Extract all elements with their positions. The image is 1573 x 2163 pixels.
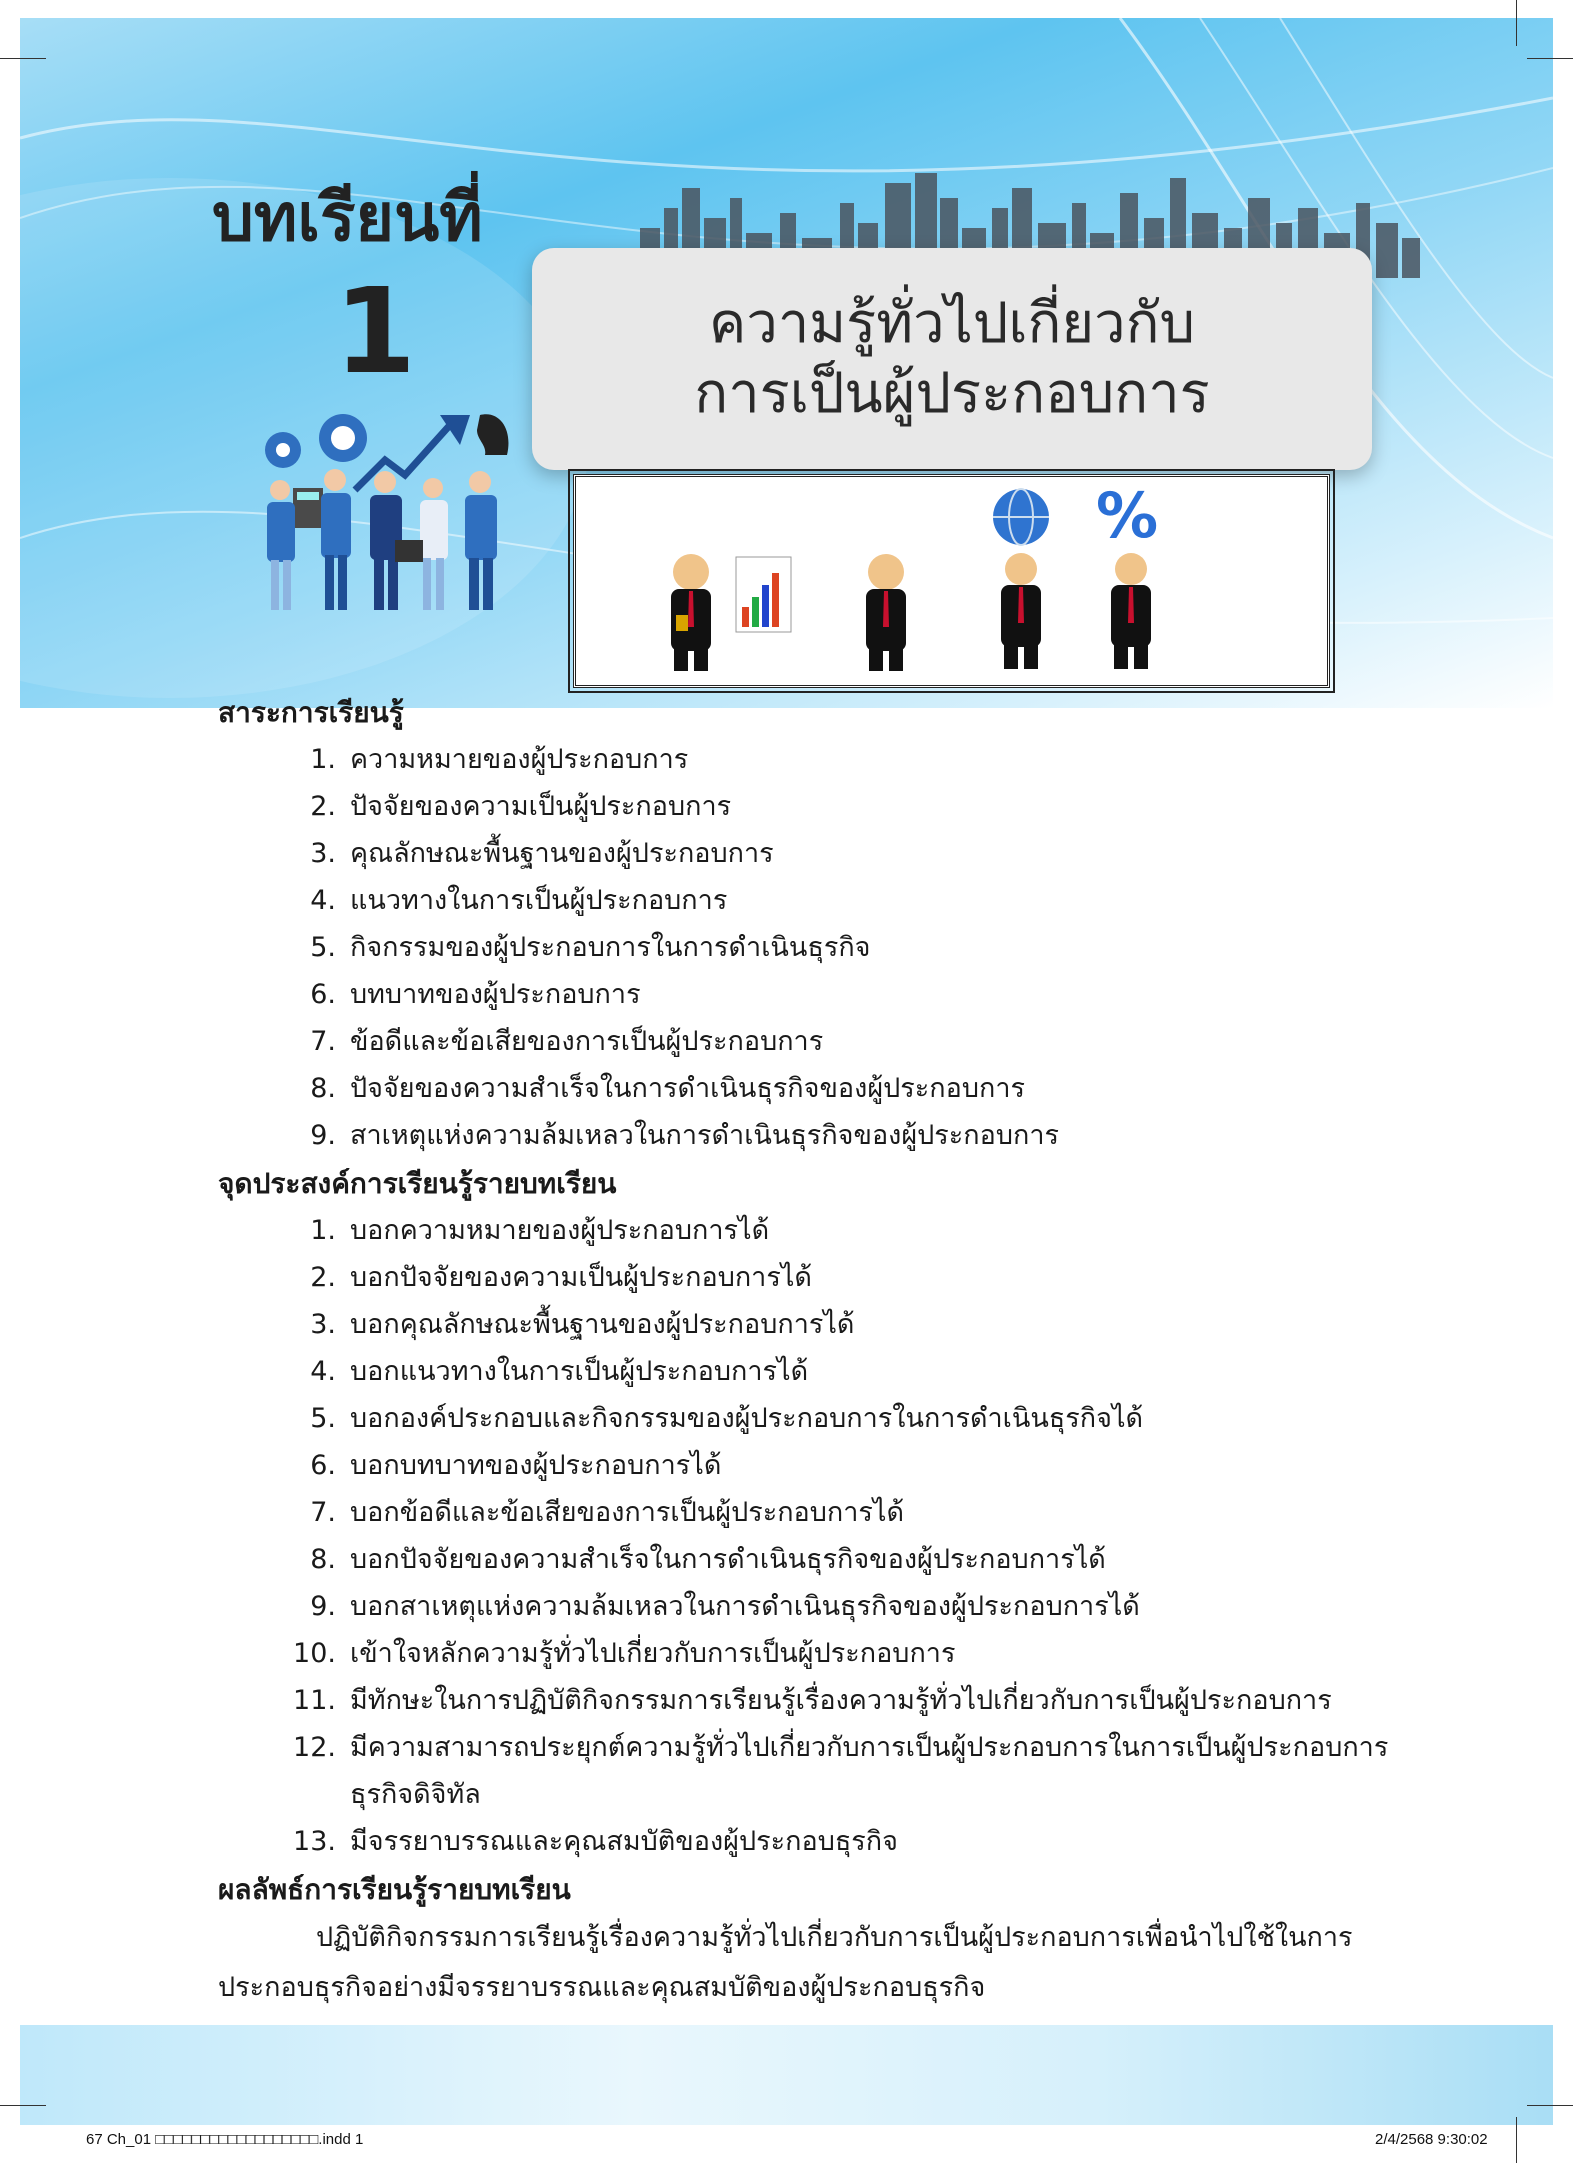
objectives-item-text: บอกความหมายของผู้ประกอบการได้ [350, 1215, 770, 1246]
briefcase-icon [395, 540, 423, 562]
content-topics-item [218, 736, 1418, 783]
outcomes-heading: ผลลัพธ์การเรียนรู้รายบทเรียน [218, 1873, 571, 1906]
gear-icon [265, 432, 301, 468]
crop-mark [1527, 58, 1573, 59]
crop-mark [0, 2105, 46, 2106]
lesson-label: บทเรียนที่ [212, 179, 483, 256]
objectives-item-text: บอกข้อดีและข้อเสียของการเป็นผู้ประกอบการได้ [350, 1497, 905, 1528]
chess-knight-icon [477, 414, 508, 455]
content-topics-item [218, 877, 1418, 924]
content-topics-list [218, 736, 1418, 1159]
chapter-title-line-2: การเป็นผู้ประกอบการ [694, 361, 1210, 426]
objectives-item-text: มีความสามารถประยุกต์ความรู้ทั่วไปเกี่ยวกับการเป็นผู้ประกอบการในการเป็นผู้ประกอบการธุรกิจดิจิทัล [350, 1732, 1389, 1810]
file-slug: 67 Ch_01 □□□□□□□□□□□□□□□□□□.indd 1 [86, 2131, 364, 2148]
content-topics-item [218, 830, 1418, 877]
content-topics-item-number: 2. [310, 791, 336, 822]
content-topics-item-text: คุณลักษณะพื้นฐานของผู้ประกอบการ [350, 838, 774, 869]
lesson-content [218, 690, 1418, 2013]
content-topics-item [218, 783, 1418, 830]
objectives-item [218, 1395, 1418, 1442]
content-topics-item-text: บทบาทของผู้ประกอบการ [350, 979, 641, 1010]
objectives-item [218, 1489, 1418, 1536]
businessman-figure [1001, 553, 1041, 669]
objectives-item [218, 1818, 1418, 1865]
content-topics-item-number: 8. [310, 1073, 336, 1104]
content-topics-item-text: แนวทางในการเป็นผู้ประกอบการ [350, 885, 728, 916]
content-topics-item-number: 4. [310, 885, 336, 916]
objectives-item-number: 4. [310, 1356, 336, 1387]
objectives-item-number: 11. [293, 1685, 336, 1716]
svg-text:%: % [1096, 479, 1159, 552]
bar-chart-icon [736, 557, 791, 632]
objectives-item-text: เข้าใจหลักความรู้ทั่วไปเกี่ยวกับการเป็นผู้ประกอบการ [350, 1638, 956, 1669]
objectives-item [218, 1301, 1418, 1348]
objectives-item-text: บอกบทบาทของผู้ประกอบการได้ [350, 1450, 722, 1481]
objectives-list [218, 1207, 1418, 1865]
content-topics-item-number: 7. [310, 1026, 336, 1057]
percent-icon [1096, 479, 1158, 552]
objectives-item-number: 10. [293, 1638, 336, 1669]
objectives-item-text: บอกแนวทางในการเป็นผู้ประกอบการได้ [350, 1356, 809, 1387]
content-topics-item-number: 3. [310, 838, 336, 869]
objectives-item [218, 1442, 1418, 1489]
crop-mark [1516, 0, 1517, 46]
objectives-item [218, 1724, 1418, 1818]
objectives-item [218, 1348, 1418, 1395]
content-topics-item [218, 924, 1418, 971]
businessmen-illustration [576, 477, 1327, 685]
growth-arrow-icon [355, 415, 470, 490]
content-topics-item-text: ความหมายของผู้ประกอบการ [350, 744, 689, 775]
date-slug: 2/4/2568 9:30:02 [1375, 2131, 1488, 2148]
objectives-item-text: มีจรรยาบรรณและคุณสมบัติของผู้ประกอบธุรกิจ [350, 1826, 898, 1857]
content-topics-item [218, 1112, 1418, 1159]
gear-icon [319, 414, 367, 462]
chapter-title-box [532, 248, 1372, 470]
objectives-item-number: 12. [293, 1732, 336, 1763]
outcomes-paragraph: ปฏิบัติกิจกรรมการเรียนรู้เรื่องความรู้ทั่วไปเกี่ยวกับการเป็นผู้ประกอบการเพื่อนำไปใช้ในการประกอบธุรกิจอย่างมีจรรยาบรรณและคุณสมบัติของผู้ประกอบธุรกิจ [218, 1922, 1353, 2003]
objectives-item-number: 13. [293, 1826, 336, 1857]
objectives-item-text: บอกสาเหตุแห่งความล้มเหลวในการดำเนินธุรกิจของผู้ประกอบการได้ [350, 1591, 1140, 1622]
content-topics-item-number: 5. [310, 932, 336, 963]
content-topics-item [218, 971, 1418, 1018]
business-team-illustration [255, 400, 525, 615]
objectives-item [218, 1536, 1418, 1583]
objectives-item-text: บอกปัจจัยของความสำเร็จในการดำเนินธุรกิจของผู้ประกอบการได้ [350, 1544, 1106, 1575]
content-topics-heading: สาระการเรียนรู้ [218, 696, 404, 729]
content-topics-item [218, 1018, 1418, 1065]
businessmen-picture-frame [573, 474, 1330, 688]
content-topics-item-text: ปัจจัยของความเป็นผู้ประกอบการ [350, 791, 732, 822]
objectives-item [218, 1207, 1418, 1254]
crop-mark [1516, 2117, 1517, 2163]
content-topics-item [218, 1065, 1418, 1112]
objectives-item-text: มีทักษะในการปฏิบัติกิจกรรมการเรียนรู้เรื่องความรู้ทั่วไปเกี่ยวกับการเป็นผู้ประกอบการ [350, 1685, 1332, 1716]
content-topics-item-number: 1. [310, 744, 336, 775]
crop-mark [0, 58, 46, 59]
chapter-title-line-1: ความรู้ทั่วไปเกี่ยวกับ [708, 291, 1196, 356]
globe-icon [993, 489, 1049, 545]
objectives-item-number: 5. [310, 1403, 336, 1434]
objectives-item-number: 3. [310, 1309, 336, 1340]
businessman-figure [1111, 553, 1151, 669]
objectives-item-number: 7. [310, 1497, 336, 1528]
content-topics-item-text: ปัจจัยของความสำเร็จในการดำเนินธุรกิจของผู้ประกอบการ [350, 1073, 1025, 1104]
objectives-item [218, 1677, 1418, 1724]
objectives-item-number: 2. [310, 1262, 336, 1293]
objectives-item-text: บอกองค์ประกอบและกิจกรรมของผู้ประกอบการในการดำเนินธุรกิจได้ [350, 1403, 1144, 1434]
objectives-item [218, 1583, 1418, 1630]
objectives-item [218, 1254, 1418, 1301]
businessman-figure [866, 554, 906, 671]
objectives-item-number: 8. [310, 1544, 336, 1575]
objectives-item-number: 1. [310, 1215, 336, 1246]
objectives-item-text: บอกปัจจัยของความเป็นผู้ประกอบการได้ [350, 1262, 812, 1293]
content-topics-item-text: กิจกรรมของผู้ประกอบการในการดำเนินธุรกิจ [350, 932, 871, 963]
content-topics-item-number: 9. [310, 1120, 336, 1151]
objectives-item-number: 6. [310, 1450, 336, 1481]
businessman-figure [671, 554, 711, 671]
objectives-item [218, 1630, 1418, 1677]
content-topics-item-number: 6. [310, 979, 336, 1010]
calculator-icon [293, 488, 323, 528]
objectives-item-text: บอกคุณลักษณะพื้นฐานของผู้ประกอบการได้ [350, 1309, 855, 1340]
lesson-number: 1 [333, 262, 417, 400]
crop-mark [1527, 2105, 1573, 2106]
content-topics-item-text: สาเหตุแห่งความล้มเหลวในการดำเนินธุรกิจของผู้ประกอบการ [350, 1120, 1060, 1151]
objectives-item-number: 9. [310, 1591, 336, 1622]
objectives-heading: จุดประสงค์การเรียนรู้รายบทเรียน [218, 1167, 617, 1200]
footer-band [20, 2025, 1553, 2125]
content-topics-item-text: ข้อดีและข้อเสียของการเป็นผู้ประกอบการ [350, 1026, 824, 1057]
